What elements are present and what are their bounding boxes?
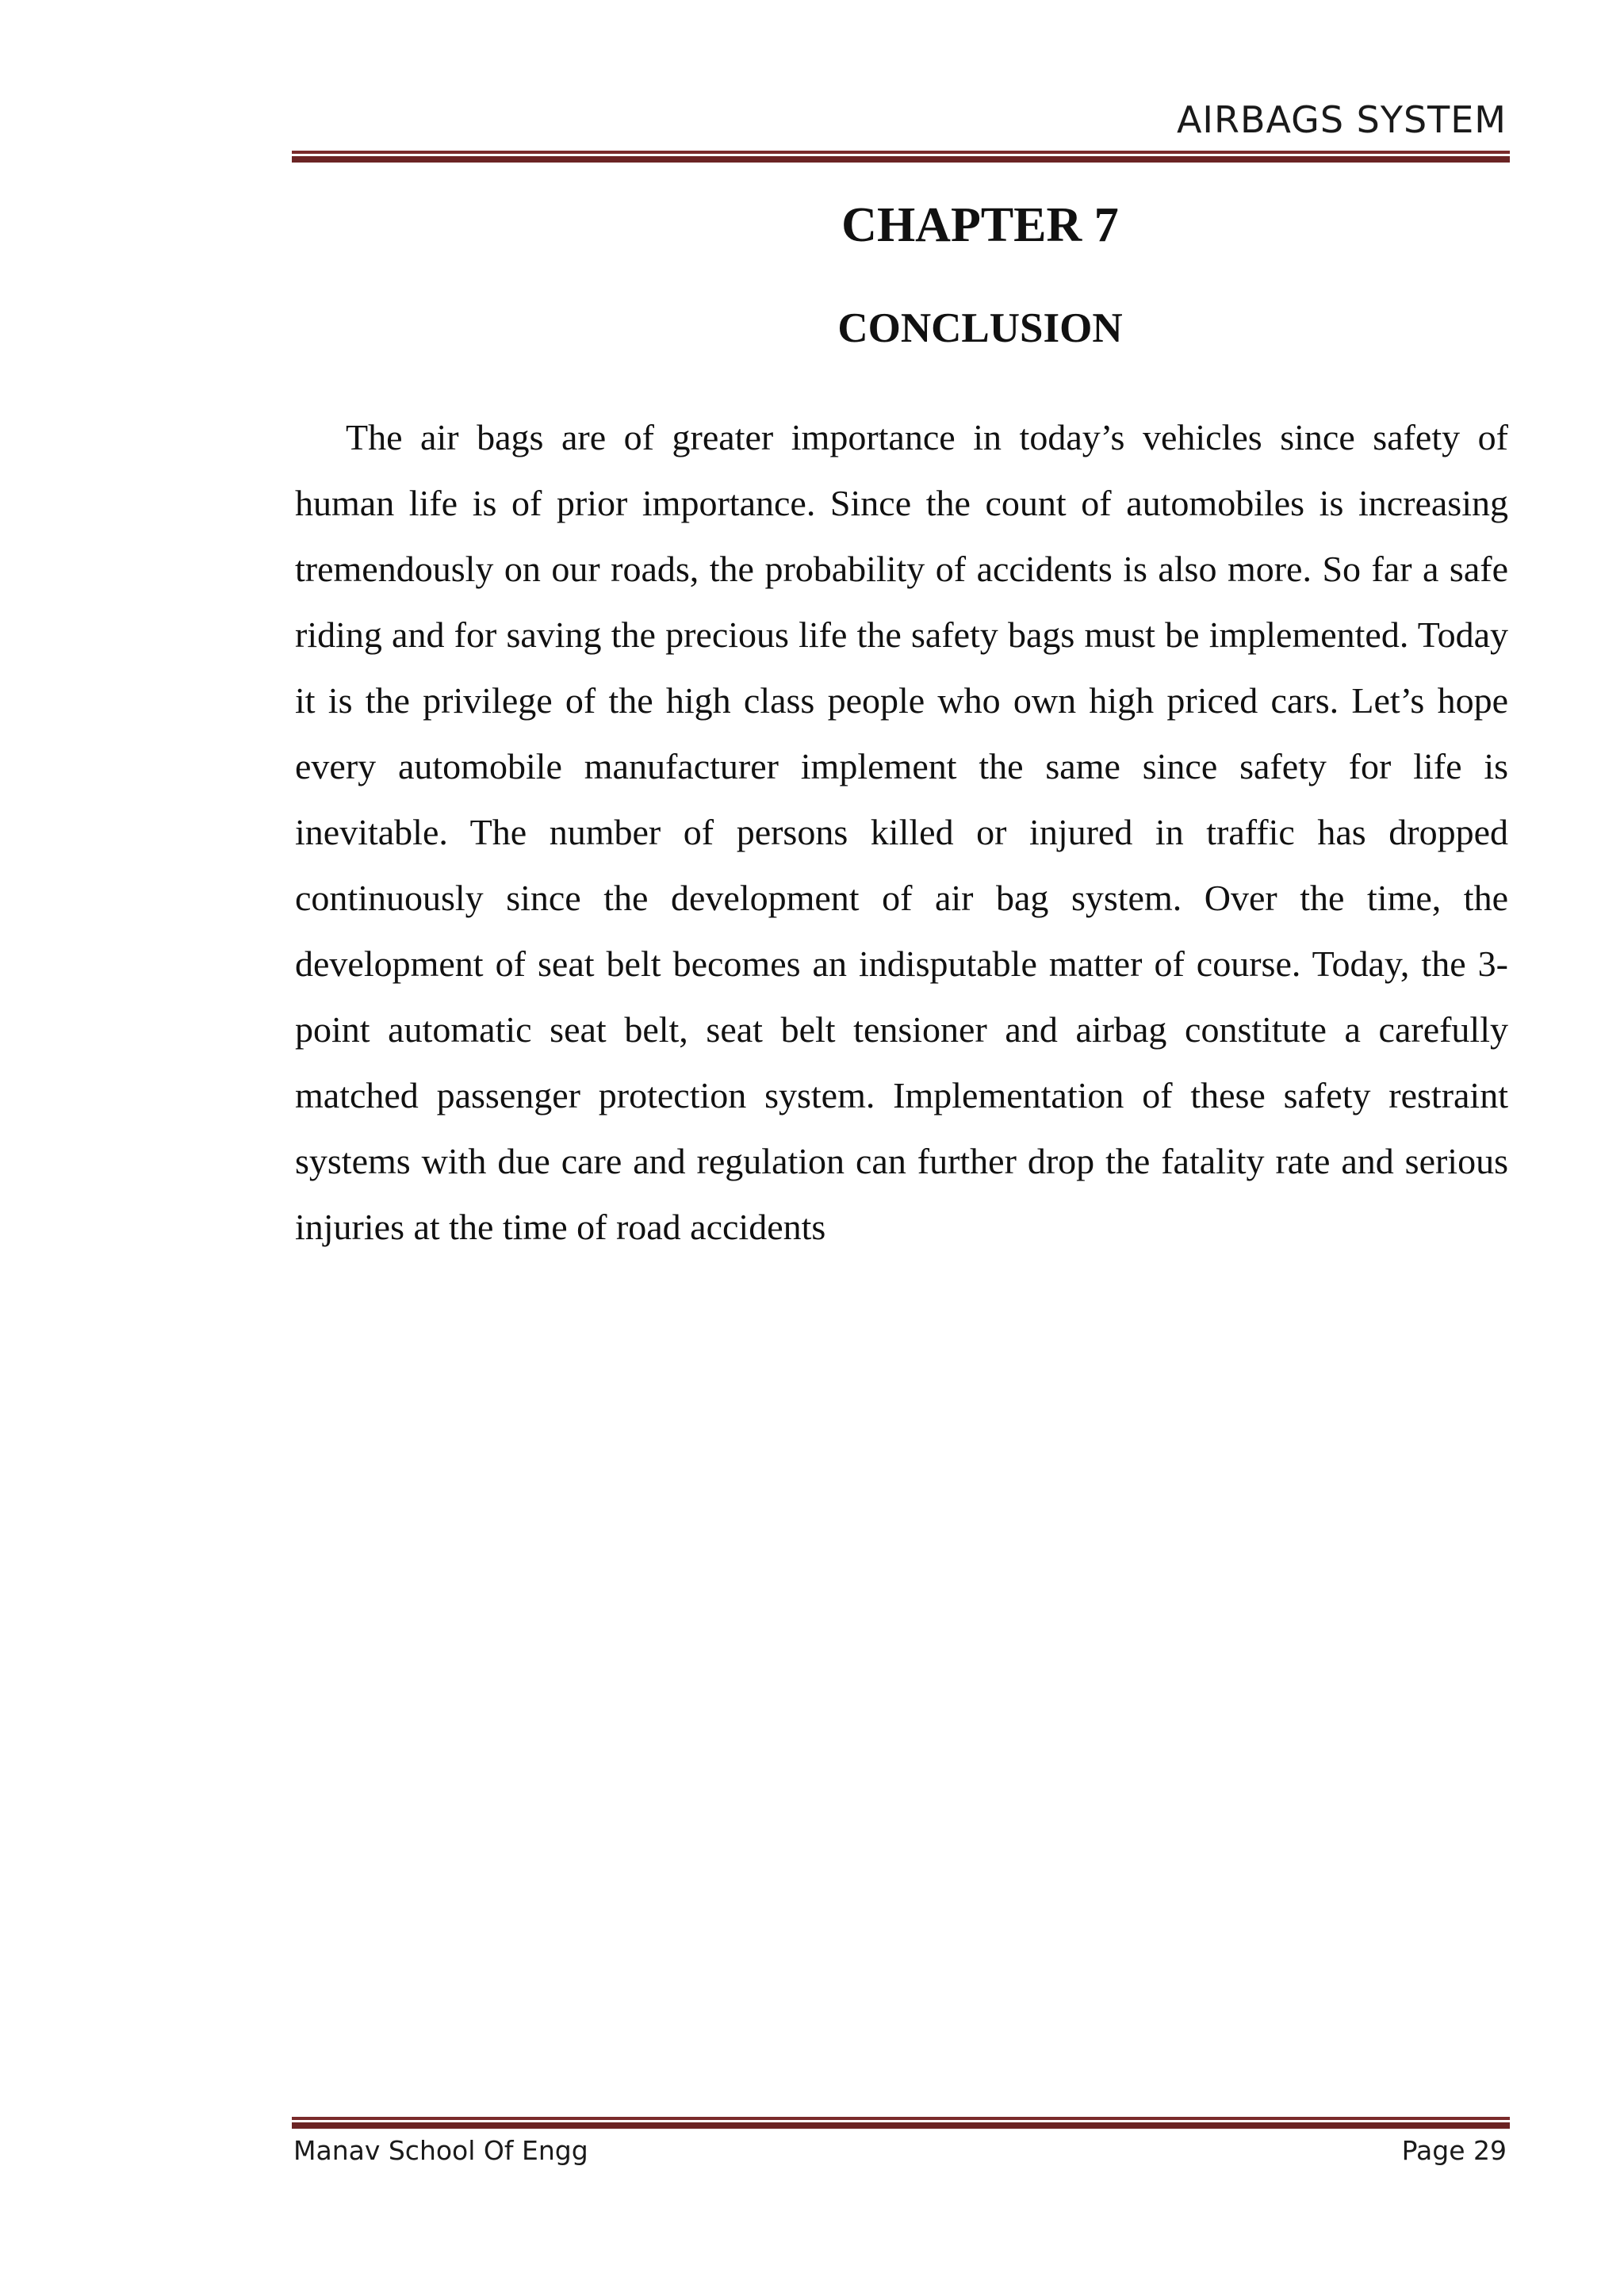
chapter-heading: [292, 198, 1510, 252]
section-heading-text: CONCLUSION: [837, 305, 1123, 351]
section-heading: [292, 305, 1510, 351]
conclusion-paragraph: The air bags are of greater importance in today’s vehicles since safety of human life is of prior importance. Since the count of automobiles is increasing tremendously on our roads, the probability of accidents is also more. So far a safe riding and for saving the precious life the safety bags must be implemented. Today it is the privilege of the high class people who own high priced cars. Let’s hope every automobile manufacturer implement the same since safety for life is inevitable. The number of persons killed or injured in traffic has dropped continuously since the development of air bag system. Over the time, the development of seat belt becomes an indisputable matter of course. Today, the 3-point automatic seat belt, seat belt tensioner and airbag constitute a carefully matched passenger protection system. Implementation of these safety restraint systems with due care and regulation can further drop the fatality rate and serious injuries at the time of road accidents: [295, 417, 1508, 1247]
header-title: AIRBAGS SYSTEM: [1176, 98, 1507, 141]
footer-institution: Manav School Of Engg: [293, 2135, 588, 2166]
header-rule: [292, 151, 1510, 163]
footer-rule: [292, 2117, 1510, 2129]
chapter-heading-text: CHAPTER 7: [841, 198, 1119, 252]
footer-page-number: Page 29: [1401, 2135, 1507, 2166]
